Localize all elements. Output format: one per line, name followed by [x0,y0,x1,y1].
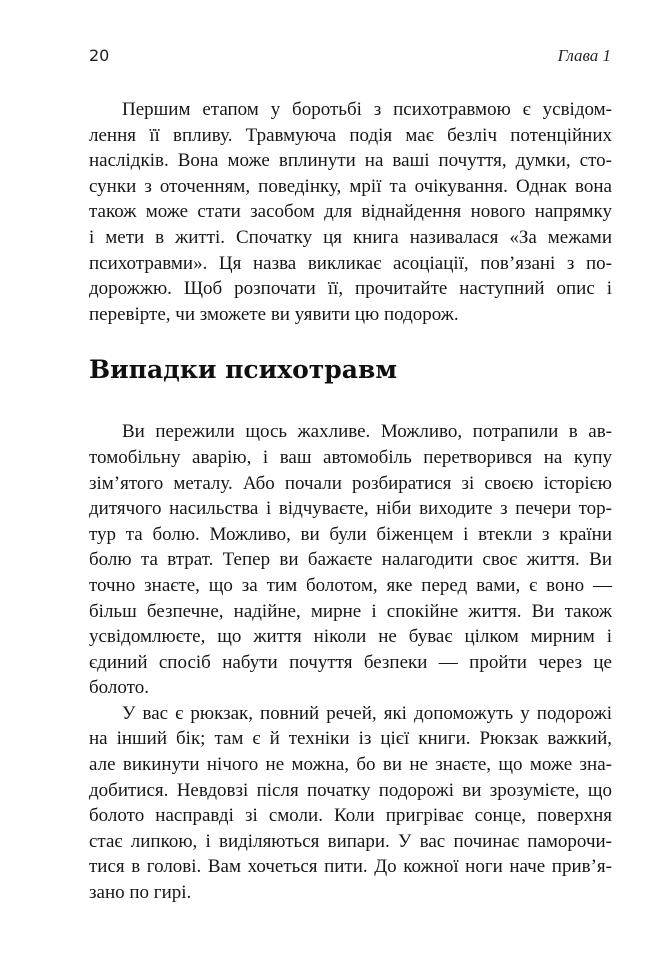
text-line: і мети в житті. Спочатку ця книга називалася «За межами [89,226,612,248]
text-line: Першим етапом у боротьбі з психотравмою є усвідом- [122,99,612,120]
paragraph-intro [89,97,612,327]
text-line: також може стати засобом для віднайдення нового напрямку [89,201,612,223]
text-line: усвідомлюєте, що життя ніколи не буває цілком мирним і [89,626,612,648]
text-line: тися в голові. Вам хочеться пити. До кожної ноги наче прив’я- [89,856,612,878]
text-line: більш безпечне, надійне, мирне і спокійне життя. Ви також [89,600,612,622]
chapter-label: Глава 1 [557,46,611,65]
text-line: наслідків. Вона може вплинути на ваші почуття, думки, сто- [89,150,612,172]
paragraph-backpack [89,701,612,906]
text-line: єдиний спосіб набути почуття безпеки — пройти через це [89,651,612,673]
page-number: 20 [89,46,110,65]
text-line: добитися. Невдовзі після початку подорожі ви зрозумієте, що [89,779,612,801]
text-line: зім’ятого металу. Або почали розбиратися зі своєю історією [89,472,612,494]
text-line: сунки з оточенням, поведінку, мрії та очікування. Однак вона [89,175,612,197]
text-line: Ви пережили щось жахливе. Можливо, потрапили в ав- [122,421,612,443]
page-content [89,97,612,906]
text-line: дорожжю. Щоб розпочати її, прочитайте наступний опис і [89,278,612,300]
text-line: дитячого насильства і відчуваєте, ніби виходите з печери тор- [89,498,612,520]
text-line: точно знаєте, що за тим болотом, яке перед вами, є воно — [89,574,612,596]
text-line: болото. [89,677,149,699]
text-line: але викинути нічого не можна, бо ви не знаєте, що може зна- [89,754,612,776]
text-line: зано по гирі. [89,882,192,904]
text-line: стає липкою, і виділяються випари. У вас починає паморочи- [89,830,612,852]
text-line: болото насправді зі смоли. Коли пригріває сонце, поверхня [89,805,612,827]
text-line: томобільну аварію, і ваш автомобіль перетворився на купу [89,446,612,468]
text-line: психотравми». Ця назва викликає асоціації, пов’язані з по- [89,252,612,274]
text-line: У вас є рюкзак, повний речей, які допоможуть у подорожі [122,702,612,724]
text-line: перевірте, чи зможете ви уявити цю подорож. [89,303,459,325]
section-heading: Випадки психотравм [89,355,398,385]
text-line: болю та втрат. Тепер ви бажаєте налагодити своє життя. Ви [89,549,612,571]
text-line: тур та болю. Можливо, ви були біженцем і втекли з країни [89,523,612,545]
paragraph-trauma-cases [89,419,612,701]
page-header [89,46,611,66]
text-line: лення її впливу. Травмуюча подія має безліч потенційних [89,124,612,146]
text-line: на інший бік; там є й техніки із цієї книги. Рюкзак важкий, [89,728,612,750]
